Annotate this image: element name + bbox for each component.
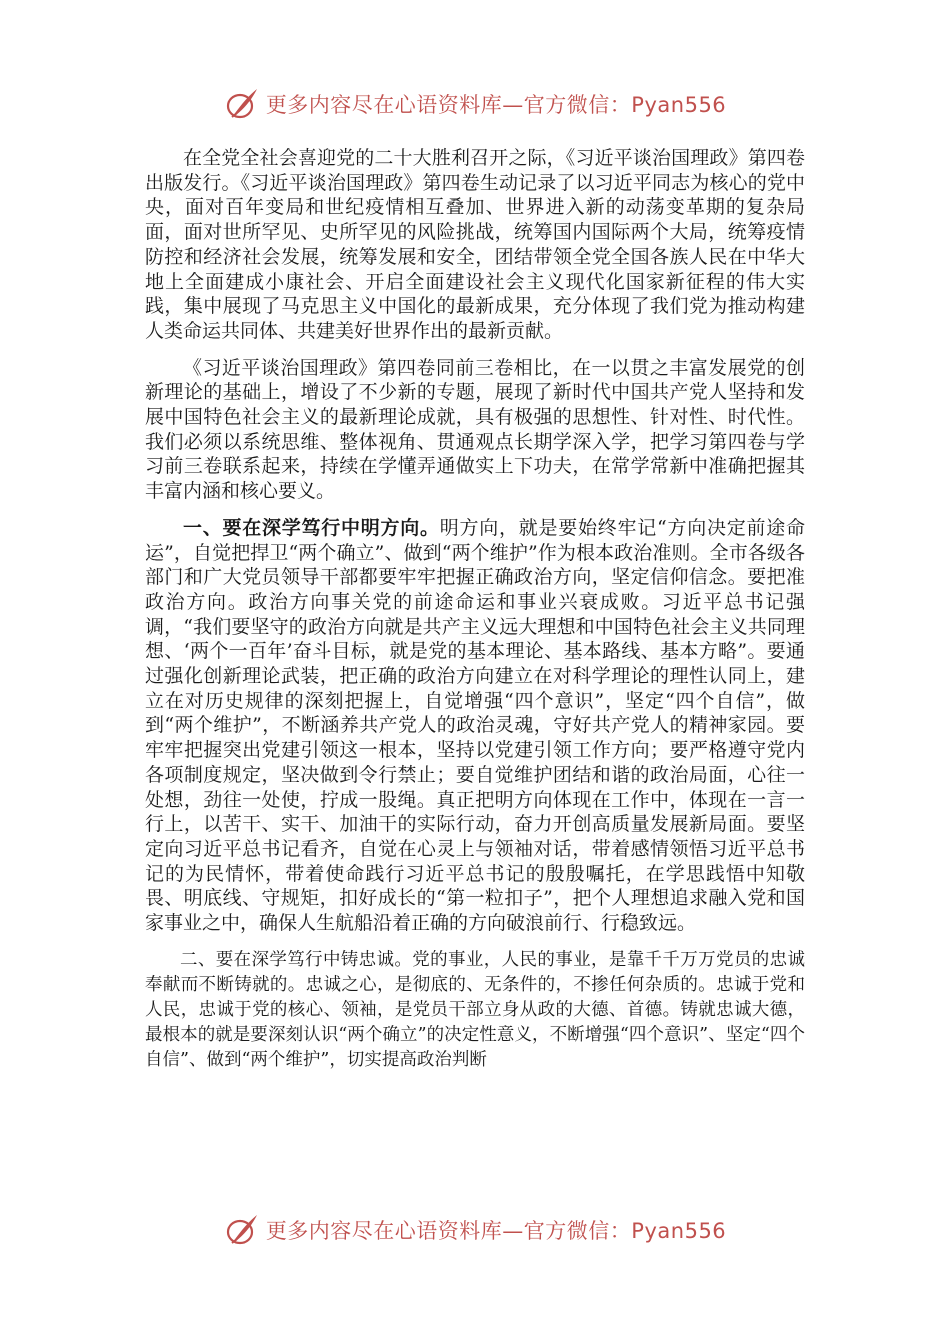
header-watermark-banner — [0, 84, 950, 124]
quill-logo-icon — [224, 86, 260, 122]
paragraph-text: 在全党全社会喜迎党的二十大胜利召开之际，《习近平谈治国理政》第四卷出版发行。《习近平谈治国理政》第四卷生动记录了以习近平同志为核心的党中央，面对百年变局和世纪疫情相互叠加、世界进入新的动荡变革期的复杂局面，面对世所罕见、史所罕见的风险挑战，统筹国内国际两个大局，统筹疫情防控和经济社会发展，统筹发展和安全，团结带领全党全国各族人民在中华大地上全面建成小康社会、开启全面建设社会主义现代化国家新征程的伟大实践，集中展现了马克思主义中国化的最新成果，充分体现了我们党为推动构建人类命运共同体、共建美好世界作出的最新贡献。 — [145, 147, 805, 342]
document-body — [145, 146, 805, 1085]
paragraph-section-two — [145, 948, 805, 1073]
paragraph-section-one — [145, 516, 805, 936]
quill-logo-icon — [224, 1212, 260, 1248]
banner-text: 更多内容尽在心语资料库—官方微信：Pyan556 — [265, 1219, 727, 1243]
paragraph-text: 二、要在深学笃行中铸忠诚。党的事业，人民的事业，是靠千千万万党员的忠诚奉献而不断铸就的。忠诚之心，是彻底的、无条件的，不掺任何杂质的。忠诚于党和人民，忠诚于党的核心、领袖，是党员干部立身从政的大德、首德。铸就忠诚大德，最根本的就是要深刻认识“两个确立”的决定性意义，不断增强“四个意识”、坚定“四个自信”、做到“两个维护”，切实提高政治判断 — [145, 949, 805, 1070]
banner-text: 更多内容尽在心语资料库—官方微信：Pyan556 — [265, 93, 727, 117]
paragraph-text: 明方向，就是要始终牢记“方向决定前途命运”，自觉把捍卫“两个确立”、做到“两个维护”作为根本政治准则。全市各级各部门和广大党员领导干部都要牢牢把握正确政治方向，坚定信仰信念。要把准政治方向。政治方向事关党的前途命运和事业兴衰成败。习近平总书记强调，“我们要坚守的政治方向就是共产主义远大理想和中国特色社会主义共同理想、‘两个一百年’奋斗目标，就是党的基本理论、基本路线、基本方略”。要通过强化创新理论武装，把正确的政治方向建立在对科学理论的理性认同上，建立在对历史规律的深刻把握上，自觉增强“四个意识”，坚定“四个自信”，做到“两个维护”，不断涵养共产党人的政治灵魂，守好共产党人的精神家园。要牢牢把握突出党建引领这一根本，坚持以党建引领工作方向；要严格遵守党内各项制度规定，坚决做到令行禁止；要自觉维护团结和谐的政治局面，心往一处想，劲往一处使，拧成一股绳。真正把明方向体现在工作中，体现在一言一行上，以苦干、实干、加油干的实际行动，奋力开创高质量发展新局面。要坚定向习近平总书记看齐，自觉在心灵上与领袖对话，带着感情领悟习近平总书记的为民情怀，带着使命践行习近平总书记的殷殷嘱托，在学思践悟中知敬畏、明底线、守规矩，扣好成长的“第一粒扣子”，把个人理想追求融入党和国家事业之中，确保人生航船沿着正确的方向破浪前行、行稳致远。 — [145, 516, 805, 935]
paragraph-text: 《习近平谈治国理政》第四卷同前三卷相比，在一以贯之丰富发展党的创新理论的基础上，增设了不少新的专题，展现了新时代中国共产党人坚持和发展中国特色社会主义的最新理论成就，具有极强的思想性、针对性、时代性。我们必须以系统思维、整体视角、贯通观点长期学深入学，把学习第四卷与学习前三卷联系起来，持续在学懂弄通做实上下功夫，在常学常新中准确把握其丰富内涵和核心要义。 — [145, 356, 805, 503]
footer-watermark-banner — [0, 1210, 950, 1250]
paragraph-volume-four — [145, 356, 805, 504]
section-heading: 一、要在深学笃行中明方向。 — [183, 516, 440, 539]
paragraph-intro — [145, 146, 805, 344]
